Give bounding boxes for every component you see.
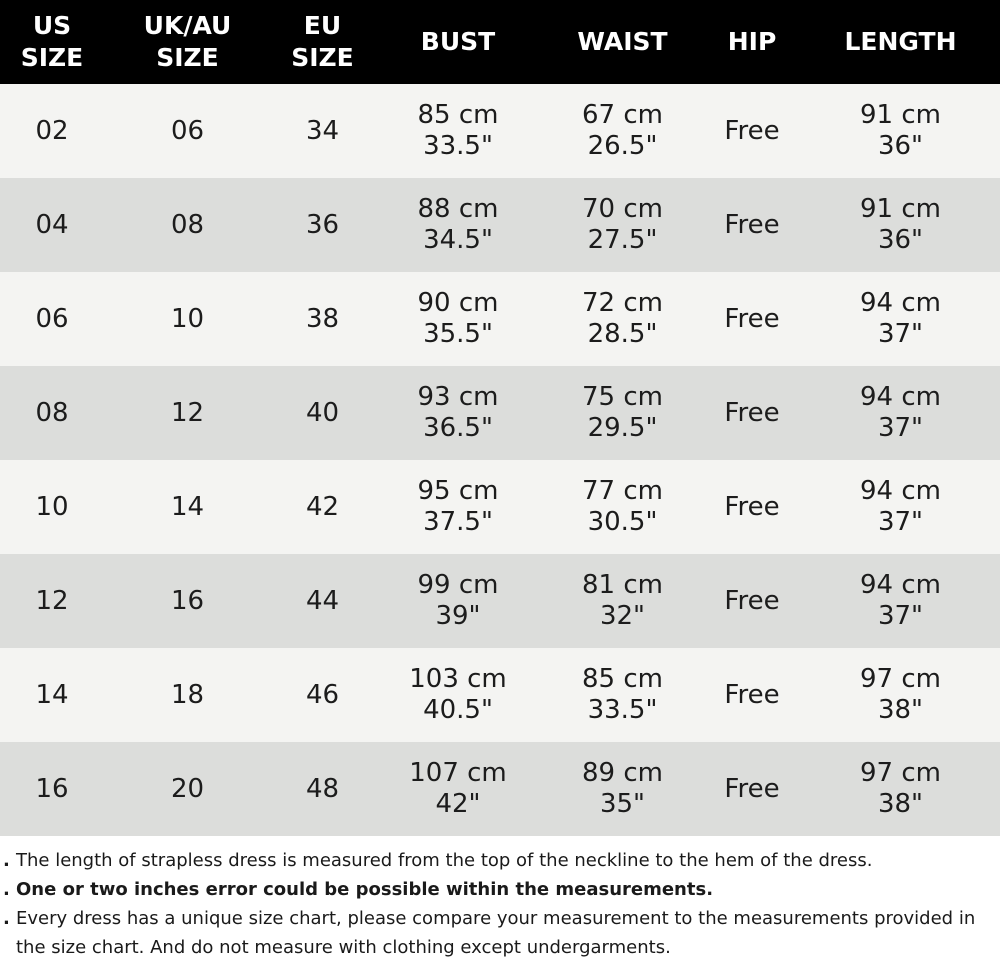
header-hip: HIP bbox=[703, 0, 801, 84]
cell-hip: Free bbox=[703, 554, 801, 648]
cell-bust: 103 cm 40.5" bbox=[374, 648, 542, 742]
cell-uk-au-size: 14 bbox=[104, 460, 271, 554]
bullet-mark: . bbox=[3, 879, 10, 900]
cell-eu-size: 34 bbox=[271, 84, 374, 178]
cell-length: 94 cm 37" bbox=[801, 272, 1000, 366]
table-row bbox=[0, 742, 1000, 836]
cell-eu-size: 44 bbox=[271, 554, 374, 648]
cell-waist: 77 cm 30.5" bbox=[542, 460, 703, 554]
cell-eu-size: 48 bbox=[271, 742, 374, 836]
header-eu-size: EU SIZE bbox=[271, 0, 374, 84]
cell-uk-au-size: 20 bbox=[104, 742, 271, 836]
cell-eu-size: 40 bbox=[271, 366, 374, 460]
note-text: Every dress has a unique size chart, please compare your measurement to the measurements provided in the size chart. And do not measure with clothing except undergarments. bbox=[16, 908, 976, 958]
header-us-size: US SIZE bbox=[0, 0, 104, 84]
cell-uk-au-size: 12 bbox=[104, 366, 271, 460]
cell-us-size: 14 bbox=[0, 648, 104, 742]
table-row bbox=[0, 648, 1000, 742]
cell-uk-au-size: 08 bbox=[104, 178, 271, 272]
cell-bust: 85 cm 33.5" bbox=[374, 84, 542, 178]
cell-hip: Free bbox=[703, 648, 801, 742]
bullet-mark: . bbox=[3, 908, 10, 929]
cell-uk-au-size: 18 bbox=[104, 648, 271, 742]
measurement-notes bbox=[0, 836, 1000, 962]
cell-us-size: 12 bbox=[0, 554, 104, 648]
cell-hip: Free bbox=[703, 460, 801, 554]
cell-bust: 95 cm 37.5" bbox=[374, 460, 542, 554]
cell-length: 97 cm 38" bbox=[801, 648, 1000, 742]
header-waist: WAIST bbox=[542, 0, 703, 84]
header-length: LENGTH bbox=[801, 0, 1000, 84]
cell-length: 94 cm 37" bbox=[801, 460, 1000, 554]
header-uk-au-size: UK/AU SIZE bbox=[104, 0, 271, 84]
cell-eu-size: 38 bbox=[271, 272, 374, 366]
cell-bust: 107 cm 42" bbox=[374, 742, 542, 836]
cell-waist: 75 cm 29.5" bbox=[542, 366, 703, 460]
cell-eu-size: 42 bbox=[271, 460, 374, 554]
note-item bbox=[3, 904, 1000, 962]
note-text: The length of strapless dress is measured from the top of the neckline to the hem of the dress. bbox=[16, 850, 873, 871]
cell-us-size: 02 bbox=[0, 84, 104, 178]
cell-bust: 99 cm 39" bbox=[374, 554, 542, 648]
table-row bbox=[0, 554, 1000, 648]
table-row bbox=[0, 272, 1000, 366]
cell-us-size: 16 bbox=[0, 742, 104, 836]
cell-hip: Free bbox=[703, 742, 801, 836]
cell-bust: 88 cm 34.5" bbox=[374, 178, 542, 272]
cell-uk-au-size: 16 bbox=[104, 554, 271, 648]
cell-hip: Free bbox=[703, 178, 801, 272]
cell-waist: 70 cm 27.5" bbox=[542, 178, 703, 272]
header-row bbox=[0, 0, 1000, 84]
table-row bbox=[0, 366, 1000, 460]
cell-uk-au-size: 10 bbox=[104, 272, 271, 366]
cell-waist: 67 cm 26.5" bbox=[542, 84, 703, 178]
cell-hip: Free bbox=[703, 366, 801, 460]
cell-length: 91 cm 36" bbox=[801, 178, 1000, 272]
cell-eu-size: 36 bbox=[271, 178, 374, 272]
cell-waist: 85 cm 33.5" bbox=[542, 648, 703, 742]
header-bust: BUST bbox=[374, 0, 542, 84]
cell-hip: Free bbox=[703, 84, 801, 178]
cell-waist: 72 cm 28.5" bbox=[542, 272, 703, 366]
cell-us-size: 08 bbox=[0, 366, 104, 460]
cell-bust: 90 cm 35.5" bbox=[374, 272, 542, 366]
cell-waist: 81 cm 32" bbox=[542, 554, 703, 648]
table-row bbox=[0, 84, 1000, 178]
cell-eu-size: 46 bbox=[271, 648, 374, 742]
cell-length: 91 cm 36" bbox=[801, 84, 1000, 178]
cell-us-size: 10 bbox=[0, 460, 104, 554]
note-item-emphasis bbox=[3, 875, 1000, 904]
cell-length: 94 cm 37" bbox=[801, 366, 1000, 460]
cell-hip: Free bbox=[703, 272, 801, 366]
cell-us-size: 06 bbox=[0, 272, 104, 366]
cell-bust: 93 cm 36.5" bbox=[374, 366, 542, 460]
cell-uk-au-size: 06 bbox=[104, 84, 271, 178]
bullet-mark: . bbox=[3, 850, 10, 871]
cell-waist: 89 cm 35" bbox=[542, 742, 703, 836]
cell-length: 94 cm 37" bbox=[801, 554, 1000, 648]
note-item bbox=[3, 846, 1000, 875]
cell-length: 97 cm 38" bbox=[801, 742, 1000, 836]
table-row bbox=[0, 460, 1000, 554]
cell-us-size: 04 bbox=[0, 178, 104, 272]
note-text: One or two inches error could be possible within the measurements. bbox=[16, 879, 714, 900]
table-row bbox=[0, 178, 1000, 272]
